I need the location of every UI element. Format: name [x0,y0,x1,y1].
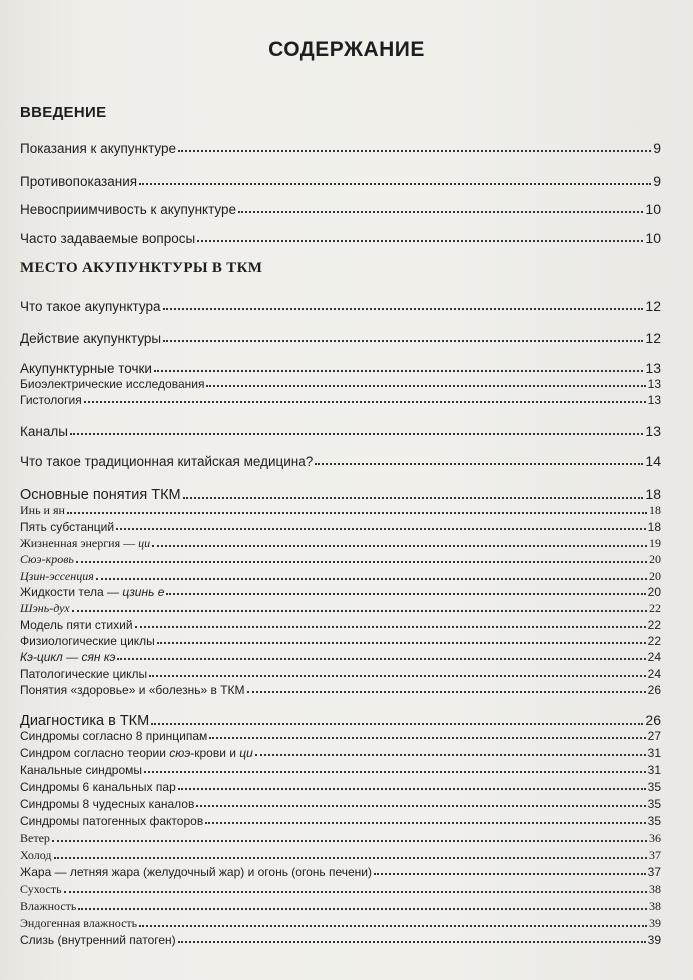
leader-dots [149,675,645,677]
entry-page: 13 [647,393,661,407]
leader-dots [64,891,647,893]
toc-entry [20,814,661,828]
entry-label-text: -крови и [190,746,240,760]
entry-page: 9 [653,140,661,156]
leader-dots [139,925,647,927]
entry-label: Что такое акупунктура [20,299,161,314]
toc-entry [20,618,661,632]
leader-dots [139,183,651,185]
leader-dots [52,840,647,842]
entry-label-italic: ци [239,746,253,760]
entry-label: Показания к акупунктуре [20,141,177,156]
toc-entry [20,569,661,584]
entry-page: 39 [647,933,661,947]
entry-page: 37 [649,848,661,862]
entry-page: 35 [647,814,661,828]
entry-label: Цзин-эссенция [20,569,94,583]
entry-label: Часто задаваемые вопросы [20,231,196,246]
toc-entry [20,667,661,681]
entry-label-italic: цзинь е [122,585,165,599]
leader-dots [54,857,648,859]
entry-label-text: Кэ-цикл — [20,650,82,664]
entry-page: 38 [649,899,661,913]
entry-page: 12 [645,330,661,346]
entry-page: 20 [649,552,661,566]
entry-label: Биоэлектрические исследования [20,377,205,391]
leader-dots [206,385,645,387]
entry-label: Синдромы согласно 8 принципам [20,729,208,743]
leader-dots [144,771,646,773]
toc-entry [20,933,661,947]
toc-entry [20,536,661,551]
leader-dots [157,642,646,644]
entry-label: Физиологические циклы [20,634,155,648]
entry-label [20,585,164,599]
entry-page: 39 [649,916,661,930]
leader-dots [117,658,645,660]
entry-label: Основные понятия ТКМ [20,487,181,503]
toc-entry [20,298,661,314]
entry-label: Понятия «здоровье» и «болезнь» в ТКМ [20,683,245,697]
entry-label [20,650,115,664]
entry-page: 22 [647,618,661,632]
toc-entry [20,552,661,567]
leader-dots [166,593,645,595]
entry-label: Действие акупунктуры [20,331,162,346]
entry-label: Патологические циклы [20,667,148,681]
entry-label: Канальные синдромы [20,763,143,777]
leader-dots [197,240,643,242]
entry-label: Холод [20,848,52,862]
entry-page: 10 [645,230,661,246]
leader-dots [315,463,643,465]
leader-dots [238,211,643,213]
toc-entry [20,486,661,503]
toc-entry [20,423,661,439]
entry-page: 35 [647,797,661,811]
leader-dots [154,370,643,372]
entry-page: 12 [645,298,661,314]
leader-dots [67,512,647,514]
toc-entry [20,330,661,346]
entry-label: Модель пяти стихий [20,618,133,632]
toc-entry [20,882,661,897]
entry-page: 18 [649,503,661,517]
leader-dots [374,873,646,875]
entry-page: 38 [649,882,661,896]
entry-page: 13 [647,377,661,391]
entry-page: 26 [647,683,661,697]
entry-label-italic: ци [138,536,151,550]
leader-dots [178,150,651,152]
leader-dots [247,691,646,693]
toc-entry [20,393,661,407]
entry-label: Противопоказания [20,174,138,189]
toc-entry [20,173,661,189]
entry-label: Пять субстанций [20,520,115,534]
toc-entry [20,848,661,863]
entry-label: Сюэ-кровь [20,552,74,566]
entry-label-italic: сюэ [169,746,191,760]
entry-page: 18 [647,520,661,534]
toc-entry [20,683,661,697]
toc-entry [20,377,661,391]
entry-label-text: Синдром согласно теории [20,746,170,760]
entry-page: 13 [645,360,661,376]
entry-page: 9 [653,173,661,189]
entry-page: 31 [647,746,661,760]
entry-label: Эндогенная влажность [20,916,138,930]
leader-dots [151,723,643,725]
toc-entry [20,201,661,217]
entry-label: Синдромы 6 канальных пар [20,780,176,794]
entry-label [20,746,253,760]
entry-label: Инь и ян [20,503,65,517]
entry-label: Каналы [20,424,68,439]
entry-page: 22 [647,634,661,648]
section-heading-intro: ВВЕДЕНИЕ [20,104,107,121]
entry-page: 24 [647,650,661,664]
entry-label: Акупунктурные точки [20,361,152,376]
toc-entry [20,634,661,648]
entry-label: Синдромы патогенных факторов [20,814,204,828]
leader-dots [135,626,646,628]
entry-label: Ветер [20,831,50,845]
entry-label: Синдромы 8 чудесных каналов [20,797,195,811]
entry-page: 26 [645,712,661,728]
entry-label: Жара — летняя жара (желудочный жар) и огонь (огонь печени) [20,865,372,879]
entry-page: 27 [647,729,661,743]
entry-page: 10 [645,201,661,217]
entry-label: Сухость [20,882,62,896]
toc-entry [20,712,661,729]
section-heading-place: МЕСТО АКУПУНКТУРЫ В ТКМ [20,260,263,276]
toc-entry [20,585,661,599]
leader-dots [163,340,643,342]
entry-label: Гистология [20,393,82,407]
entry-page: 31 [647,763,661,777]
entry-page: 36 [649,831,661,845]
toc-entry [20,729,661,743]
leader-dots [209,737,645,739]
entry-label: Влажность [20,899,77,913]
leader-dots [178,788,646,790]
entry-label: Слизь (внутренний патоген) [20,933,176,947]
toc-entry [20,746,661,760]
entry-page: 20 [649,569,661,583]
toc-entry [20,831,661,846]
toc-entry [20,503,661,518]
page-title: СОДЕРЖАНИЕ [268,38,425,61]
entry-page: 35 [647,780,661,794]
entry-page: 14 [645,453,661,469]
toc-entry [20,797,661,811]
entry-label [20,536,150,551]
toc-entry [20,916,661,931]
toc-entry [20,899,661,914]
entry-label: Что такое традиционная китайская медицина? [20,454,314,469]
entry-label: Диагностика в ТКМ [20,713,150,729]
toc-entry [20,230,661,246]
entry-page: 20 [647,585,661,599]
leader-dots [152,545,647,547]
leader-dots [76,561,647,563]
leader-dots [70,433,644,435]
entry-label: Шэнь-дух [20,601,70,615]
entry-label-text: Жидкости тела — [20,585,123,599]
toc-entry [20,453,661,469]
toc-entry [20,780,661,794]
leader-dots [196,805,645,807]
entry-page: 13 [645,423,661,439]
leader-dots [96,578,647,580]
leader-dots [163,308,644,310]
entry-page: 19 [649,536,661,550]
entry-label-italic: сян кэ [81,650,116,664]
leader-dots [255,754,646,756]
leader-dots [72,610,647,612]
leader-dots [84,401,646,403]
entry-label-text: Жизненная энергия — [20,536,139,550]
entry-page: 24 [647,667,661,681]
toc-entry [20,763,661,777]
leader-dots [178,941,646,943]
toc-entry [20,360,661,376]
toc-entry [20,865,661,879]
entry-label: Невосприимчивость к акупунктуре [20,202,237,217]
entry-page: 22 [649,601,661,615]
leader-dots [183,497,644,499]
leader-dots [116,528,646,530]
entry-page: 18 [645,486,661,502]
entry-page: 37 [647,865,661,879]
toc-entry [20,140,661,156]
toc-entry [20,520,661,534]
leader-dots [205,822,645,824]
toc-entry [20,650,661,664]
leader-dots [78,908,647,910]
toc-entry [20,601,661,616]
